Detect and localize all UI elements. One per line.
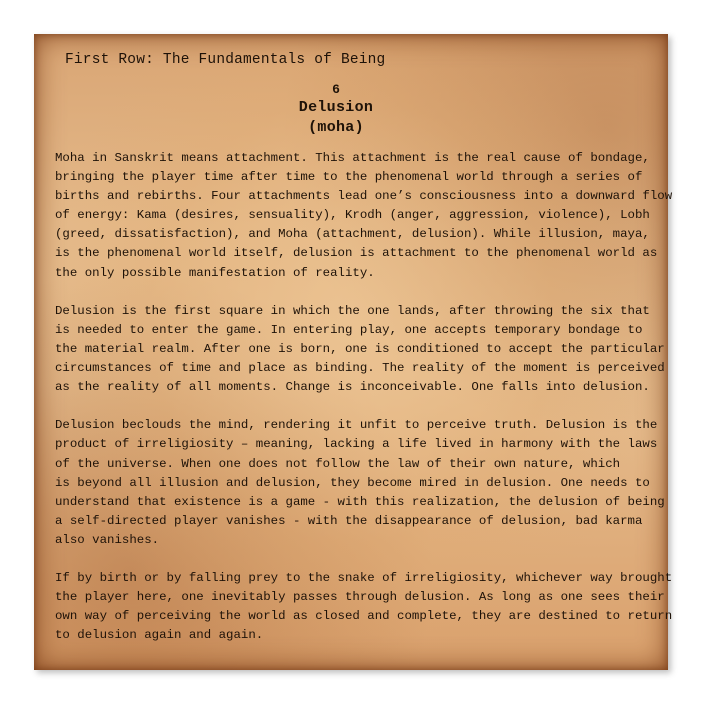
text-line: also vanishes. — [55, 532, 160, 547]
body-text — [55, 149, 673, 665]
text-line: the material realm. After one is born, one is conditioned to accept the particular — [55, 341, 665, 356]
text-line: is beyond all illusion and delusion, they become mired in delusion. One needs to — [55, 475, 650, 490]
text-line: is needed to enter the game. In entering play, one accepts temporary bondage to — [55, 322, 643, 337]
text-line: births and rebirths. Four attachments lead one’s consciousness into a downward flow — [55, 189, 673, 204]
square-title: Delusion — [298, 99, 374, 116]
text-line: is the phenomenal world itself, delusion is attachment to the phenomenal world as — [55, 246, 658, 261]
text-line: the player here, one inevitably passes through delusion. As long as one sees their — [55, 590, 665, 605]
text-line: the only possible manifestation of reality. — [55, 265, 375, 280]
text-line: own way of perceiving the world as closed and complete, they are destined to return — [55, 609, 673, 624]
text-line: Delusion is the first square in which the one lands, after throwing the six that — [55, 303, 650, 318]
text-line: as the reality of all moments. Change is inconceivable. One falls into delusion. — [55, 380, 650, 395]
square-subtitle: (moha) — [308, 119, 364, 136]
paragraph — [55, 149, 673, 283]
text-line: Moha in Sanskrit means attachment. This attachment is the real cause of bondage, — [55, 151, 650, 165]
text-line: understand that existence is a game - with this realization, the delusion of being — [55, 494, 665, 509]
text-line: Delusion beclouds the mind, rendering it unfit to perceive truth. Delusion is the — [55, 418, 658, 433]
text-line: of the universe. When one does not follow the law of their own nature, which — [55, 456, 621, 471]
text-line: (greed, dissatisfaction), and Moha (attachment, delusion). While illusion, maya, — [55, 227, 650, 242]
paragraph — [55, 416, 665, 550]
parchment-card — [34, 34, 673, 670]
text-line: a self-directed player vanishes - with the disappearance of delusion, bad karma — [55, 513, 643, 528]
row-title: First Row: The Fundamentals of Being — [65, 52, 386, 68]
paragraph — [55, 569, 673, 645]
text-line: If by birth or by falling prey to the snake of irreligiosity, whichever way brought — [55, 571, 673, 586]
text-line: to delusion again and again. — [55, 628, 264, 643]
paragraph — [55, 302, 665, 397]
text-line: product of irreligiosity – meaning, lacking a life lived in harmony with the laws — [55, 437, 658, 452]
text-line: of energy: Kama (desires, sensuality), Krodh (anger, aggression, violence), Lobh — [55, 208, 650, 223]
text-line: bringing the player time after time to the phenomenal world through a series of — [55, 170, 643, 185]
square-number: 6 — [332, 82, 340, 97]
text-line: circumstances of time and place as binding. The reality of the moment is perceived — [55, 361, 665, 376]
